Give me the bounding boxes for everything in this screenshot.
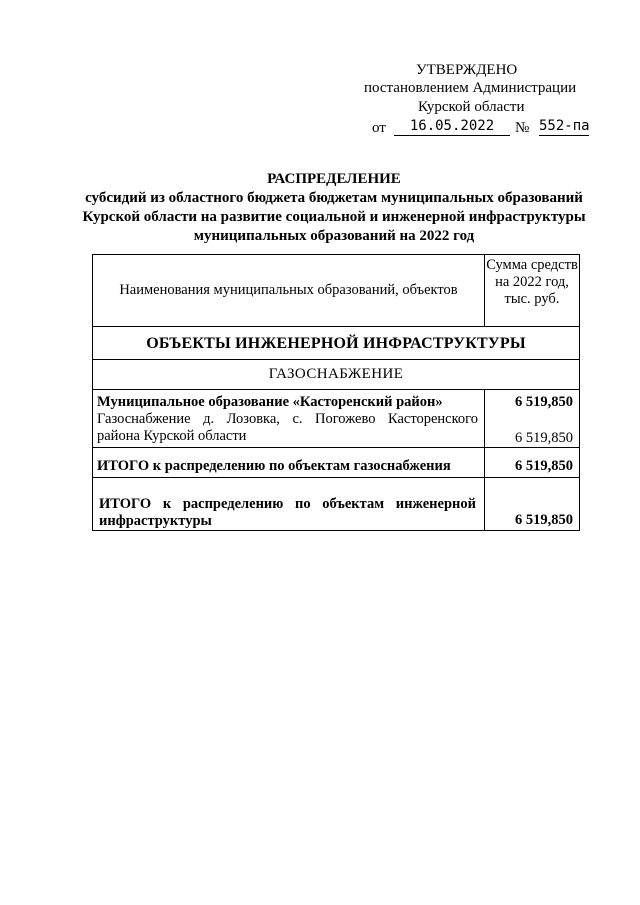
approval-number: 552-па	[539, 118, 590, 134]
object-value: 6 519,850	[515, 430, 573, 446]
approval-date-line	[372, 118, 602, 138]
approval-date: 16.05.2022	[394, 118, 510, 136]
total-infra-value: 6 519,850	[485, 478, 580, 531]
municipality-name: Муниципальное образование «Касторенский район»	[97, 394, 443, 410]
total-infra-label: ИТОГО к распределению по объектам инженерной инфраструктуры	[93, 478, 485, 531]
subsection-title: ГАЗОСНАБЖЕНИЕ	[93, 360, 580, 390]
subsection-row	[93, 360, 580, 390]
table-row	[93, 448, 580, 478]
table-header-row	[93, 255, 580, 327]
title-subtitle: субсидий из областного бюджета бюджетам муниципальных образований Курской области на развитие социальной и инженерной инфраструктуры муниципальных образований на 2022 год	[82, 190, 586, 244]
table-row	[93, 390, 580, 448]
approval-issuer: постановлением Администрации	[364, 80, 577, 96]
section-row	[93, 327, 580, 360]
municipality-cell	[93, 390, 485, 448]
total-gas-label: ИТОГО к распределению по объектам газоснабжения	[93, 448, 485, 478]
object-name: Газоснабжение д. Лозовка, с. Погожево Касторенского района Курской области	[97, 411, 478, 444]
section-title: ОБЪЕКТЫ ИНЖЕНЕРНОЙ ИНФРАСТРУКТУРЫ	[93, 327, 580, 360]
total-gas-value: 6 519,850	[485, 448, 580, 478]
number-sign: №	[515, 120, 530, 136]
municipality-value-cell	[485, 390, 580, 448]
table-row	[93, 478, 580, 531]
approval-region: Курской области	[418, 99, 525, 115]
title-heading: РАСПРЕДЕЛЕНИЕ	[267, 171, 401, 187]
header-name-cell: Наименования муниципальных образований, объектов	[93, 255, 485, 327]
distribution-table	[92, 254, 580, 531]
document-title	[60, 170, 608, 246]
approval-heading: УТВЕРЖДЕНО	[416, 62, 518, 78]
municipality-value: 6 519,850	[515, 394, 573, 410]
from-label: от	[372, 120, 386, 136]
header-sum-cell: Сумма средств на 2022 год, тыс. руб.	[485, 255, 580, 327]
